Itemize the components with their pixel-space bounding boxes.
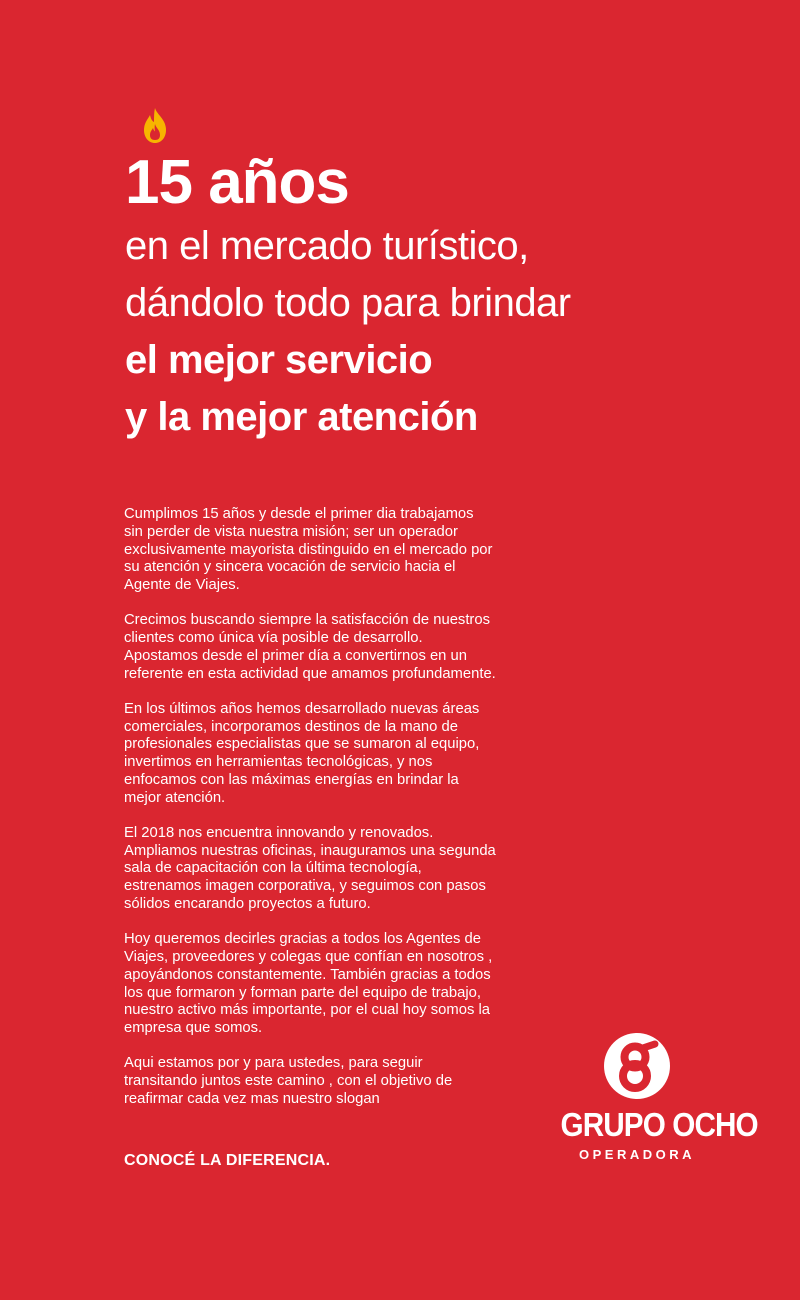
headline-line-4: y la mejor atención: [125, 395, 478, 439]
logo-name: GRUPO OCHO: [560, 1106, 758, 1143]
body-text: [124, 506, 496, 1126]
company-logo: [552, 1032, 758, 1162]
headline-line-3: el mejor servicio: [125, 338, 433, 382]
slogan: CONOCÉ LA DIFERENCIA.: [124, 1152, 331, 1169]
paragraph: Crecimos buscando siempre la satisfacción de nuestros clientes como única vía posible de desarrollo. Apostamos desde el primer día a convertirnos en un referente en esta actividad que amamos profundamente.: [124, 612, 496, 682]
headline: [125, 148, 765, 446]
headline-line-1: en el mercado turístico,: [125, 224, 529, 268]
headline-years: 15 años: [125, 148, 349, 217]
flame-icon: [139, 107, 171, 145]
paragraph: Hoy queremos decirles gracias a todos los Agentes de Viajes, proveedores y colegas que confían en nosotros , apoyándonos constantemente. También gracias a todos los que formaron y forman parte del equipo de trabajo, nuestro activo más importante, por el cual hoy somos la empresa que somos.: [124, 931, 493, 1037]
paragraph: Cumplimos 15 años y desde el primer dia trabajamos sin perder de vista nuestra misión; ser un operador exclusivamente mayorista distinguido en el mercado por su atención y sincera vocación de servicio hacia el Agente de Viajes.: [124, 506, 493, 594]
paragraph: El 2018 nos encuentra innovando y renovados. Ampliamos nuestras oficinas, inauguramos una segunda sala de capacitación con la última tecnología, estrenamos imagen corporativa, y seguimos con pasos sólidos encarando proyectos a futuro.: [124, 824, 496, 913]
paragraph: En los últimos años hemos desarrollado nuevas áreas comerciales, incorporamos destinos de la mano de profesionales especialistas que se sumaron al equipo, invertimos en herramientas tecnológicas, y nos enfocamos con las máximas energías en brindar la mejor atención.: [124, 700, 480, 806]
headline-line-2: dándolo todo para brindar: [125, 281, 571, 325]
paragraph: Aqui estamos por y para ustedes, para seguir transitando juntos este camino , con el objetivo de reafirmar cada vez mas nuestro slogan: [124, 1055, 453, 1107]
grupo-ocho-logo-icon: [603, 1032, 671, 1100]
logo-subtitle: OPERADORA: [578, 1147, 695, 1162]
